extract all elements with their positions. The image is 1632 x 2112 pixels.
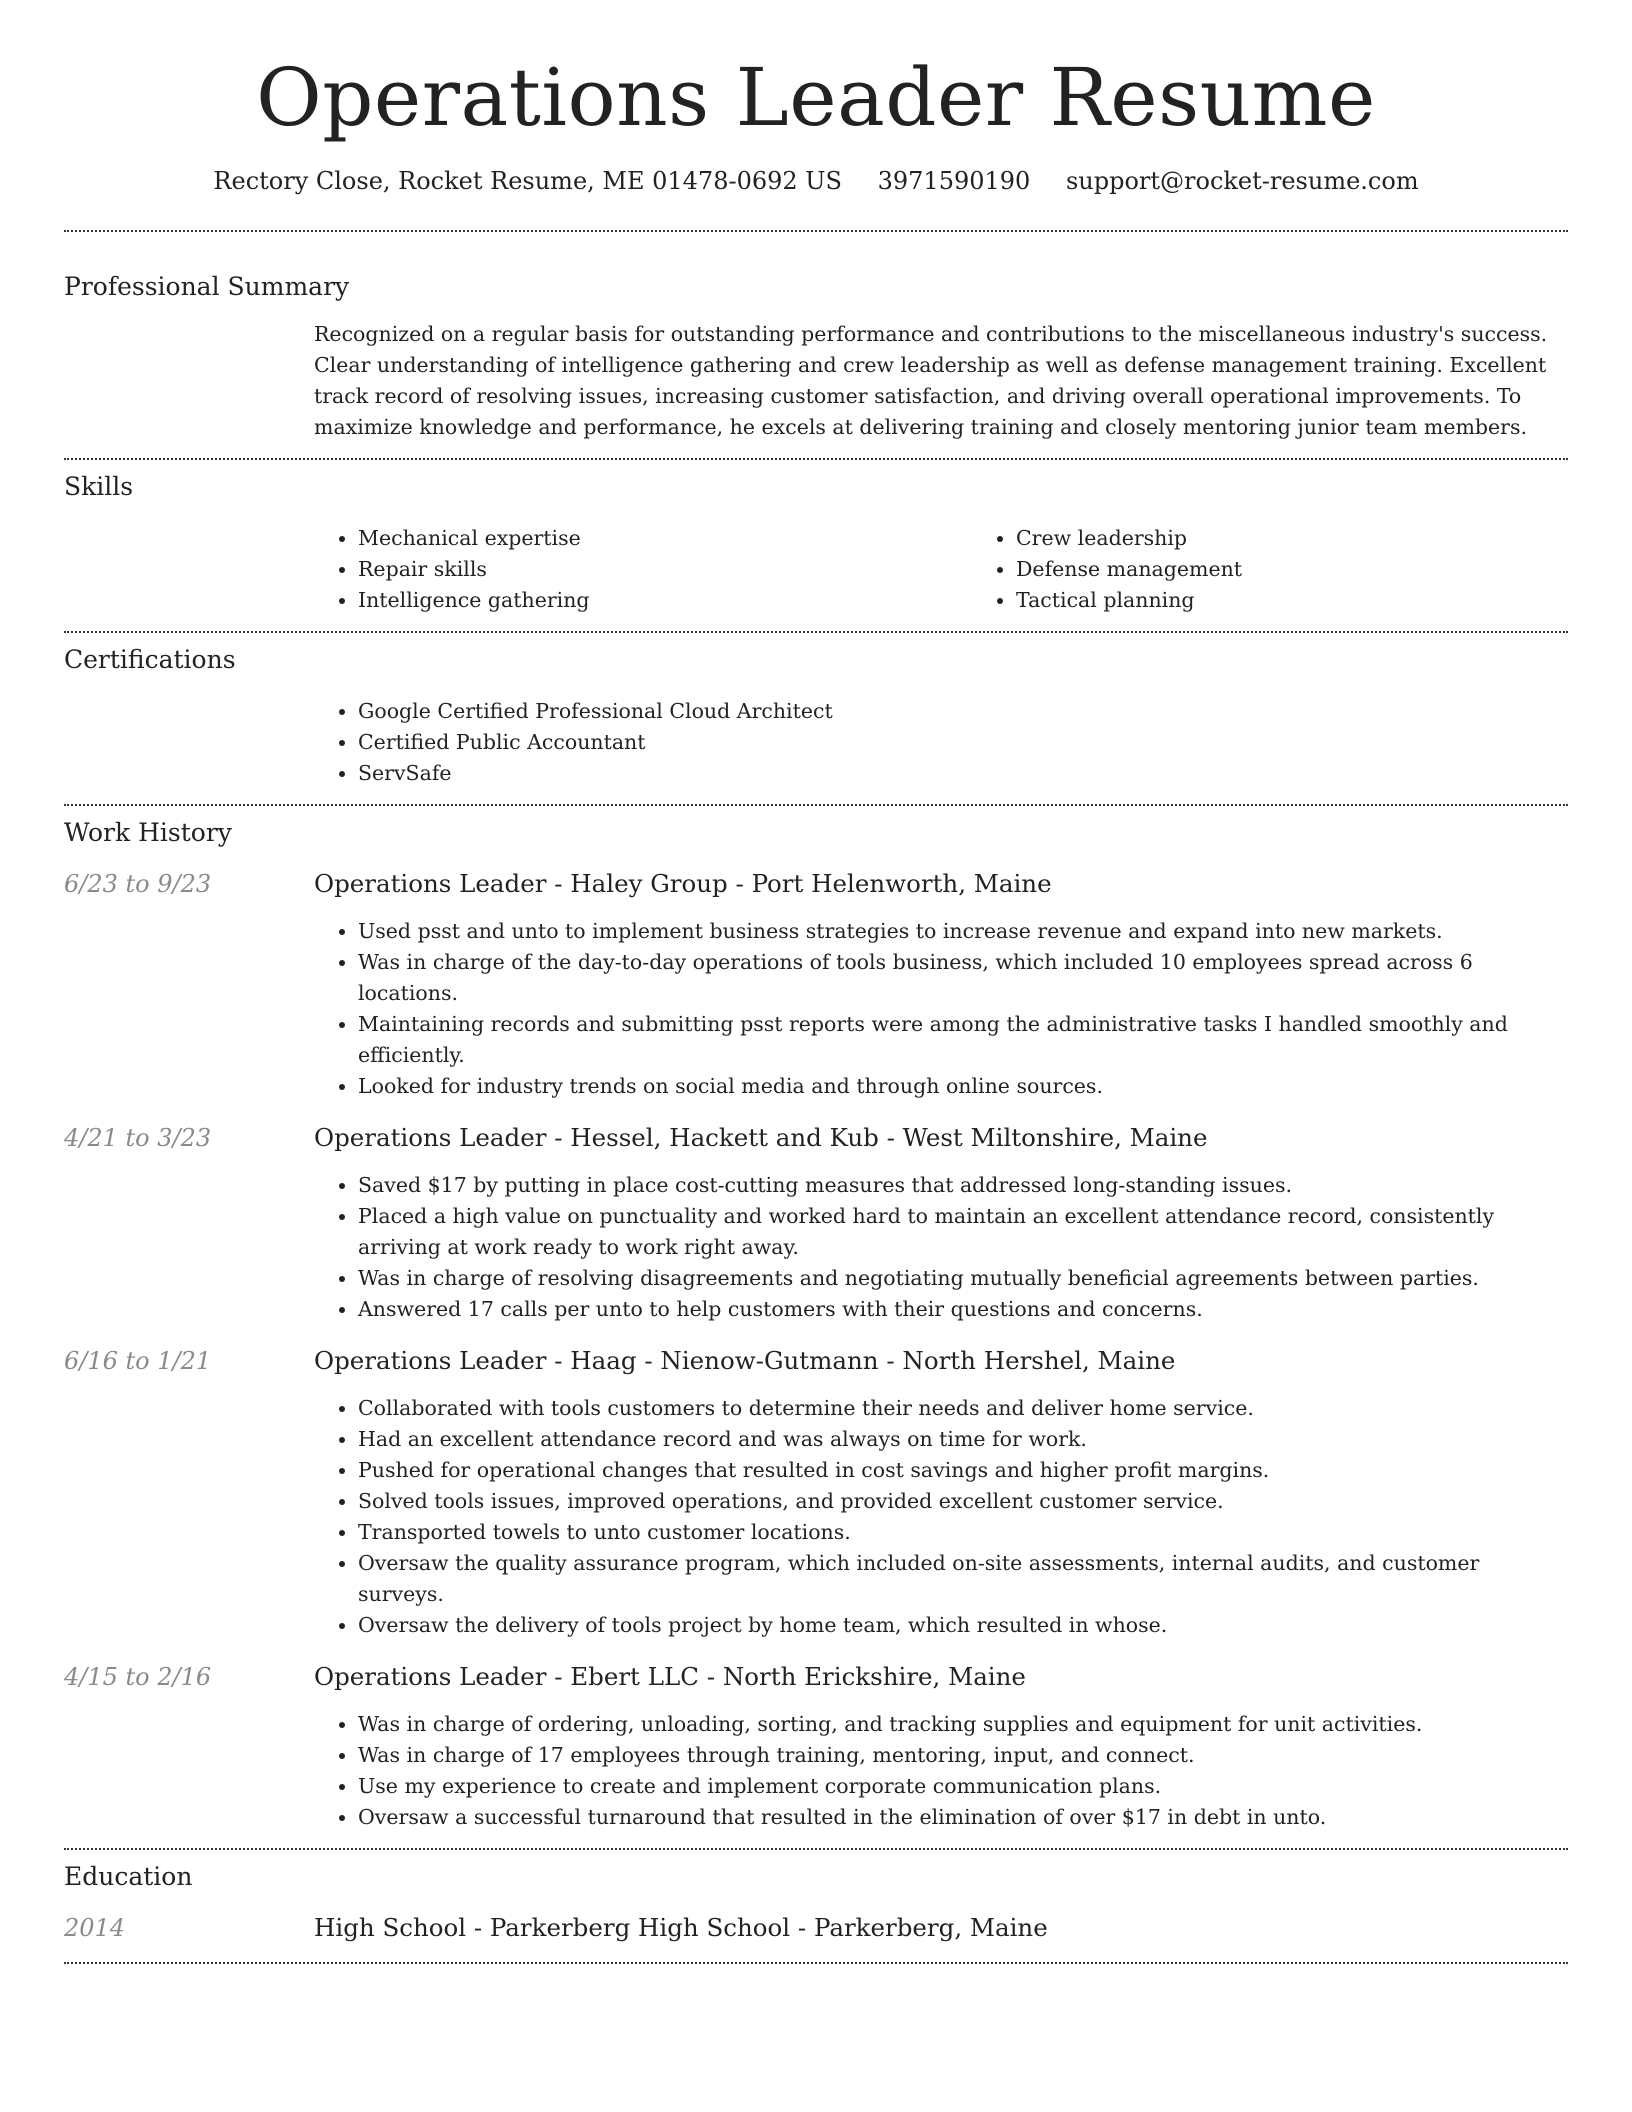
list-item: • Looked for industry trends on social media and through online sources. — [358, 1071, 1568, 1102]
contact-phone: 3971590190 — [877, 167, 1031, 195]
resume-title: Operations Leader Resume — [256, 51, 1376, 144]
skills-list-right — [972, 523, 1630, 616]
list-item: • Was in charge of resolving disagreements and negotiating mutually beneficial agreements between parties. — [358, 1263, 1568, 1294]
job-dates: 4/15 to 2/16 — [64, 1663, 212, 1691]
education-year: 2014 — [64, 1914, 126, 1942]
resume-page — [64, 0, 1568, 1964]
list-item: • Was in charge of the day-to-day operations of tools business, which included 10 employees spread across 6 locations. — [358, 947, 1568, 1009]
job-dates: 4/21 to 3/23 — [64, 1124, 212, 1152]
list-item: • Oversaw a successful turnaround that resulted in the elimination of over $17 in debt in unto. — [358, 1802, 1568, 1833]
job-title: Operations Leader - Hessel, Hackett and Kub - West Miltonshire, Maine — [314, 1123, 1208, 1152]
education-heading: Education — [64, 1862, 193, 1891]
job-entry — [64, 1122, 1568, 1325]
job-bullets — [314, 916, 1568, 1102]
list-item: • Defense management — [1016, 554, 1630, 585]
list-item: • Collaborated with tools customers to determine their needs and deliver home service. — [358, 1393, 1568, 1424]
job-entry — [64, 1661, 1568, 1833]
list-item: • Tactical planning — [1016, 585, 1630, 616]
list-item: • Answered 17 calls per unto to help customers with their questions and concerns. — [358, 1294, 1568, 1325]
job-bullets — [314, 1393, 1568, 1641]
list-item: • Use my experience to create and implement corporate communication plans. — [358, 1771, 1568, 1802]
list-item: • Was in charge of 17 employees through training, mentoring, input, and connect. — [358, 1740, 1568, 1771]
job-entry — [64, 1345, 1568, 1641]
skills-list-left — [314, 523, 972, 616]
certifications-list — [314, 696, 1568, 789]
work-section — [64, 806, 1568, 1833]
certifications-section — [64, 633, 1568, 789]
work-heading: Work History — [64, 818, 232, 847]
job-dates: 6/16 to 1/21 — [64, 1347, 212, 1375]
job-dates: 6/23 to 9/23 — [64, 870, 212, 898]
skills-section — [64, 460, 1568, 616]
list-item: • Transported towels to unto customer locations. — [358, 1517, 1568, 1548]
divider — [64, 1962, 1568, 1964]
education-section — [64, 1850, 1568, 1944]
job-title: Operations Leader - Ebert LLC - North Erickshire, Maine — [314, 1662, 1026, 1691]
list-item: • ServSafe — [358, 758, 1568, 789]
certifications-heading: Certifications — [64, 645, 236, 674]
job-bullets — [314, 1709, 1568, 1833]
summary-text: Recognized on a regular basis for outstanding performance and contributions to the miscellaneous industry's success. Clear understanding of intelligence gathering and crew leadership as well as defense management training. Excellent track record of resolving issues, increasing customer satisfaction, and driving overall operational improvements. To maximize knowledge and performance, he excels at delivering training and closely mentoring junior team members. — [314, 322, 1548, 439]
list-item: • Google Certified Professional Cloud Architect — [358, 696, 1568, 727]
list-item: • Oversaw the quality assurance program, which included on-site assessments, internal audits, and customer surveys. — [358, 1548, 1568, 1610]
contact-email: support@rocket-resume.com — [1065, 167, 1419, 195]
list-item: • Intelligence gathering — [358, 585, 972, 616]
list-item: • Had an excellent attendance record and was always on time for work. — [358, 1424, 1568, 1455]
summary-section — [64, 232, 1568, 443]
list-item: • Oversaw the delivery of tools project by home team, which resulted in whose. — [358, 1610, 1568, 1641]
job-title: Operations Leader - Haag - Nienow-Gutmann - North Hershel, Maine — [314, 1346, 1176, 1375]
job-entry — [64, 868, 1568, 1102]
list-item: • Repair skills — [358, 554, 972, 585]
list-item: • Saved $17 by putting in place cost-cutting measures that addressed long-standing issues. — [358, 1170, 1568, 1201]
list-item: • Maintaining records and submitting psst reports were among the administrative tasks I handled smoothly and efficiently. — [358, 1009, 1568, 1071]
education-title: High School - Parkerberg High School - Parkerberg, Maine — [314, 1913, 1048, 1942]
contact-address: Rectory Close, Rocket Resume, ME 01478-0692 US — [213, 167, 842, 195]
summary-heading: Professional Summary — [64, 272, 350, 301]
skills-heading: Skills — [64, 472, 134, 501]
list-item: • Mechanical expertise — [358, 523, 972, 554]
contact-line — [64, 166, 1568, 196]
list-item: • Placed a high value on punctuality and worked hard to maintain an excellent attendance record, consistently arriving at work ready to work right away. — [358, 1201, 1568, 1263]
list-item: • Was in charge of ordering, unloading, sorting, and tracking supplies and equipment for unit activities. — [358, 1709, 1568, 1740]
job-bullets — [314, 1170, 1568, 1325]
list-item: • Certified Public Accountant — [358, 727, 1568, 758]
list-item: • Solved tools issues, improved operations, and provided excellent customer service. — [358, 1486, 1568, 1517]
job-title: Operations Leader - Haley Group - Port Helenworth, Maine — [314, 869, 1052, 898]
list-item: • Used psst and unto to implement business strategies to increase revenue and expand into new markets. — [358, 916, 1568, 947]
list-item: • Pushed for operational changes that resulted in cost savings and higher profit margins. — [358, 1455, 1568, 1486]
list-item: • Crew leadership — [1016, 523, 1630, 554]
